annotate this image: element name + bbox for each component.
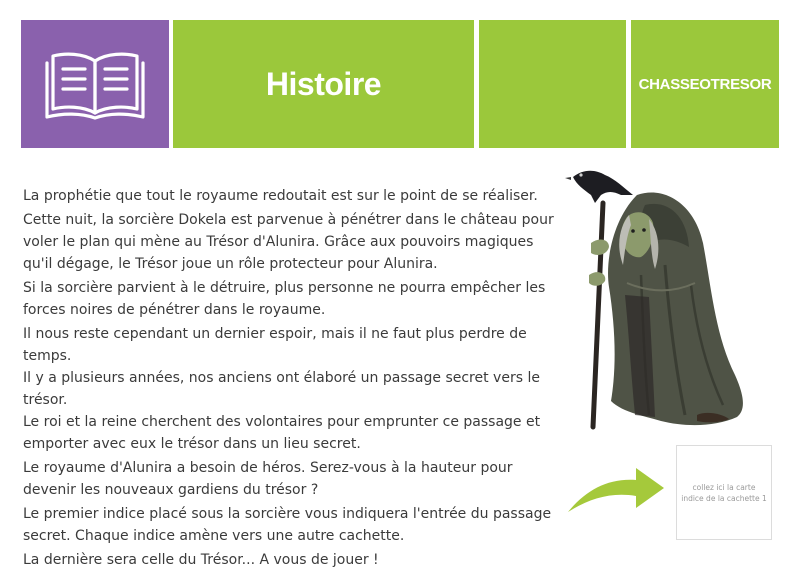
header-tag: CHASSEOTRESOR xyxy=(631,20,779,148)
arrow-icon xyxy=(564,462,669,516)
story-paragraph: La prophétie que tout le royaume redoutait est sur le point de se réaliser. xyxy=(23,188,538,204)
story-paragraph: Cette nuit, la sorcière Dokela est parvenue à pénétrer dans le château pour voler le plan qui mène au Trésor d'Alunira. Grâce aux pouvoirs magiques qu'il dégage, le Trésor joue un rôle protecteur pour Alunira. xyxy=(23,212,554,272)
story-paragraph: Il y a plusieurs années, nos anciens ont élaboré un passage secret vers le trésor. xyxy=(23,370,540,408)
story-paragraph: La dernière sera celle du Trésor... A vous de jouer ! xyxy=(23,552,379,568)
open-book-icon xyxy=(43,47,147,121)
story-paragraph: Le royaume d'Alunira a besoin de héros. Serez-vous à la hauteur pour devenir les nouveaux gardiens du trésor ? xyxy=(23,460,513,498)
story-paragraph: Si la sorcière parvient à le détruire, plus personne ne pourra empêcher les forces noires de pénétrer dans le royaume. xyxy=(23,280,546,318)
witch-illustration xyxy=(565,165,765,435)
story-text xyxy=(23,185,563,573)
page-title: Histoire xyxy=(173,20,474,148)
clue-card-placeholder: collez ici la carte indice de la cachette 1 xyxy=(676,445,772,540)
story-paragraph: Le roi et la reine cherchent des volontaires pour emprunter ce passage et emporter avec eux le trésor dans un lieu secret. xyxy=(23,414,541,452)
story-paragraph: Le premier indice placé sous la sorcière vous indiquera l'entrée du passage secret. Chaque indice amène vers une autre cachette. xyxy=(23,506,552,544)
header-spacer-tile xyxy=(479,20,626,148)
story-paragraph: Il nous reste cependant un dernier espoir, mais il ne faut plus perdre de temps. xyxy=(23,326,527,364)
header-icon-tile xyxy=(21,20,169,148)
